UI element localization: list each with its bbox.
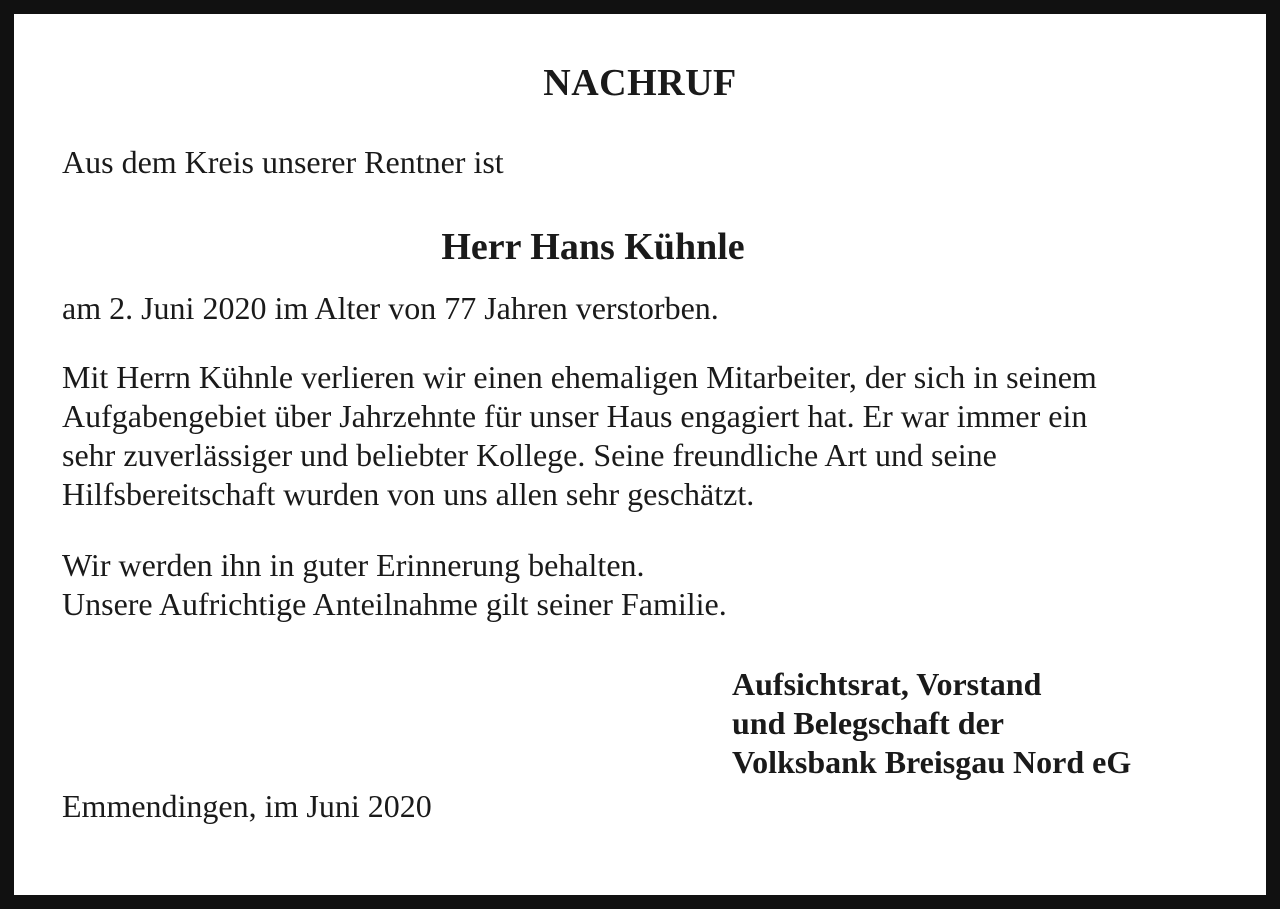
deceased-name: Herr Hans Kühnle	[441, 226, 745, 268]
intro-text: Aus dem Kreis unserer Rentner ist	[62, 144, 504, 180]
notice-title: NACHRUF	[543, 62, 737, 104]
closing-line: Unsere Aufrichtige Anteilnahme gilt seiner Familie.	[62, 586, 727, 622]
paragraph-line: Mit Herrn Kühnle verlieren wir einen ehemaligen Mitarbeiter, der sich in seinem	[62, 359, 1097, 395]
signature-line: und Belegschaft der	[732, 705, 1004, 741]
signature-line: Aufsichtsrat, Vorstand	[732, 666, 1042, 702]
place-date: Emmendingen, im Juni 2020	[62, 788, 432, 824]
paragraph-line: sehr zuverlässiger und beliebter Kollege. Seine freundliche Art und seine	[62, 437, 997, 473]
paragraph-line: Hilfsbereitschaft wurden von uns allen sehr geschätzt.	[62, 476, 755, 512]
signature-line: Volksbank Breisgau Nord eG	[732, 744, 1132, 780]
paragraph-line: Aufgabengebiet über Jahrzehnte für unser Haus engagiert hat. Er war immer ein	[62, 398, 1088, 434]
death-details: am 2. Juni 2020 im Alter von 77 Jahren verstorben.	[62, 290, 719, 326]
closing-line: Wir werden ihn in guter Erinnerung behalten.	[62, 547, 645, 583]
